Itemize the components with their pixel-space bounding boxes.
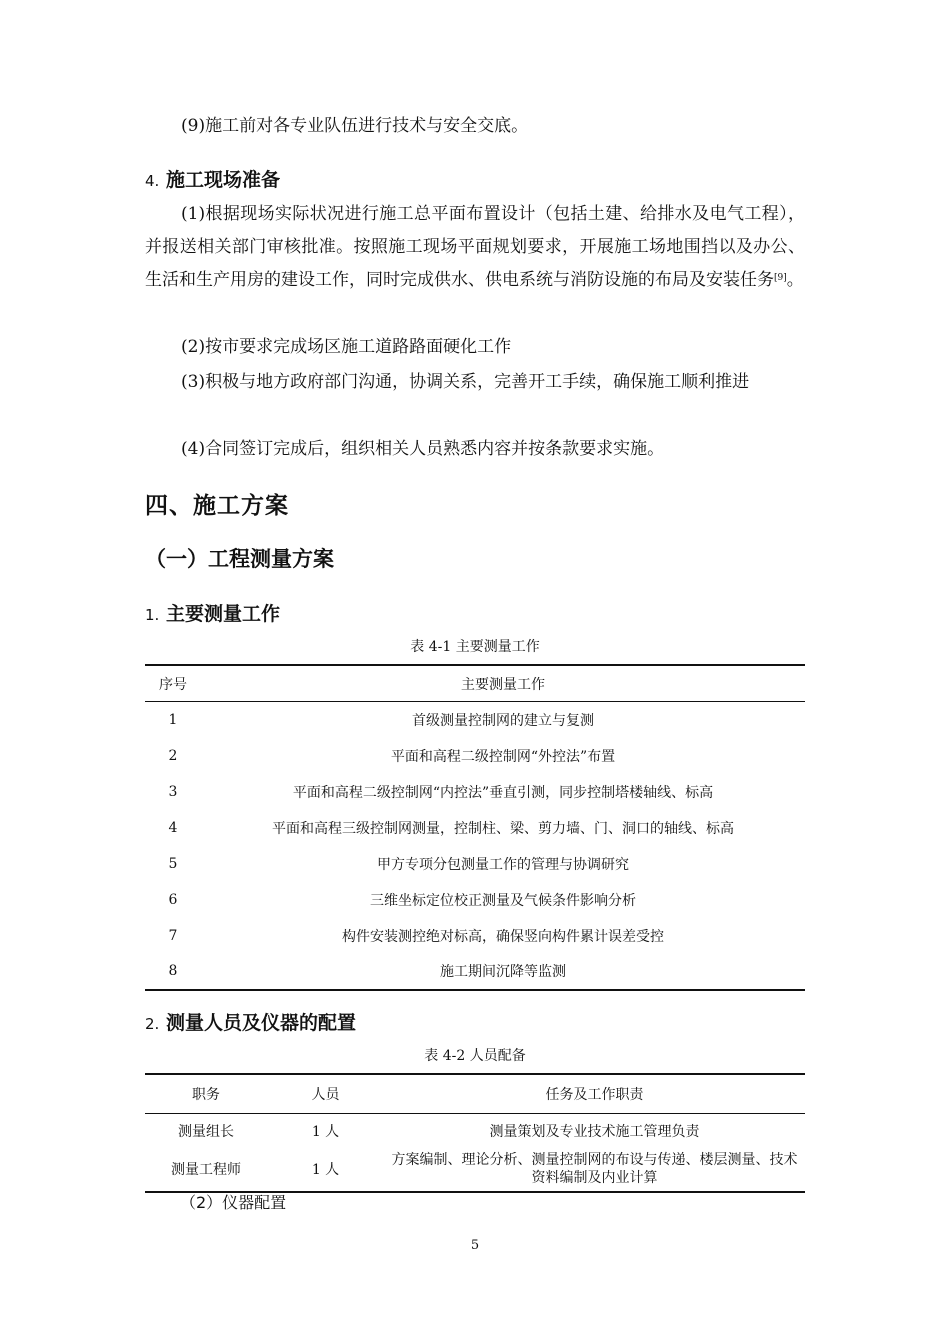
table1 — [145, 664, 805, 991]
table-row: 4 平面和高程三级控制网测量，控制柱、梁、剪力墙、门、洞口的轴线、标高 — [168, 819, 734, 837]
sub2-heading: 2. 测量人员及仪器的配置 — [145, 1012, 356, 1034]
citation-ref: [9] — [774, 273, 787, 283]
table-row: 8 施工期间沉降等监测 — [145, 954, 805, 990]
section4-item-2: (2)按市要求完成场区施工道路路面硬化工作 — [181, 337, 512, 357]
table1-header-work: 主要测量工作 — [201, 665, 805, 702]
table2-header-staff: 人员 — [267, 1074, 384, 1114]
table-row: 1 首级测量控制网的建立与复测 — [168, 711, 594, 729]
table2-header-duties: 任务及工作职责 — [384, 1074, 805, 1114]
page-number: 5 — [470, 1238, 480, 1253]
section4-heading: 4. 施工现场准备 — [145, 169, 280, 191]
table2-caption: 表 4-2 人员配备 — [424, 1048, 526, 1064]
intro-item: (9)施工前对各专业队伍进行技术与安全交底。 — [181, 116, 529, 136]
section4-item-1: (1)根据现场实际状况进行施工总平面布置设计（包括土建、给排水及电气工程），并报送相关部门审核批准。按照施工现场平面规划要求，开展施工场地围挡以及办公、生活和生产用房的建设工作，同时完成供水、供电系统与消防设施的布局及安装任务[9]。 — [145, 204, 805, 290]
chapter-title: 四、施工方案 — [145, 493, 289, 519]
instrument-config-heading: （2）仪器配置 — [180, 1193, 287, 1212]
table2-header-position: 职务 — [145, 1074, 267, 1114]
table-row: 测量组长 1 人 测量策划及专业技术施工管理负责 — [178, 1123, 700, 1140]
table-row: 2 平面和高程二级控制网“外控法”布置 — [168, 747, 616, 765]
table-row: 5 甲方专项分包测量工作的管理与协调研究 — [168, 855, 629, 873]
section4-item-4: (4)合同签订完成后，组织相关人员熟悉内容并按条款要求实施。 — [181, 439, 665, 459]
table1-header-index: 序号 — [145, 665, 201, 702]
sub1-heading: 1. 主要测量工作 — [145, 603, 280, 625]
section-title: （一）工程测量方案 — [145, 547, 334, 571]
table-row: 7 构件安装测控绝对标高，确保竖向构件累计误差受控 — [168, 927, 664, 945]
section4-item-3: (3)积极与地方政府部门沟通，协调关系，完善开工手续，确保施工顺利推进 — [181, 372, 750, 392]
table2 — [145, 1073, 805, 1193]
table1-caption: 表 4-1 主要测量工作 — [410, 639, 540, 655]
table-row: 3 平面和高程二级控制网“内控法”垂直引测，同步控制塔楼轴线、标高 — [168, 783, 714, 801]
table-row: 测量工程师 1 人 方案编制、理论分析、测量控制网的布设与传递、楼层测量、技术资料编制及内业计算 — [145, 1148, 805, 1192]
table-row: 6 三维坐标定位校正测量及气候条件影响分析 — [168, 891, 636, 909]
